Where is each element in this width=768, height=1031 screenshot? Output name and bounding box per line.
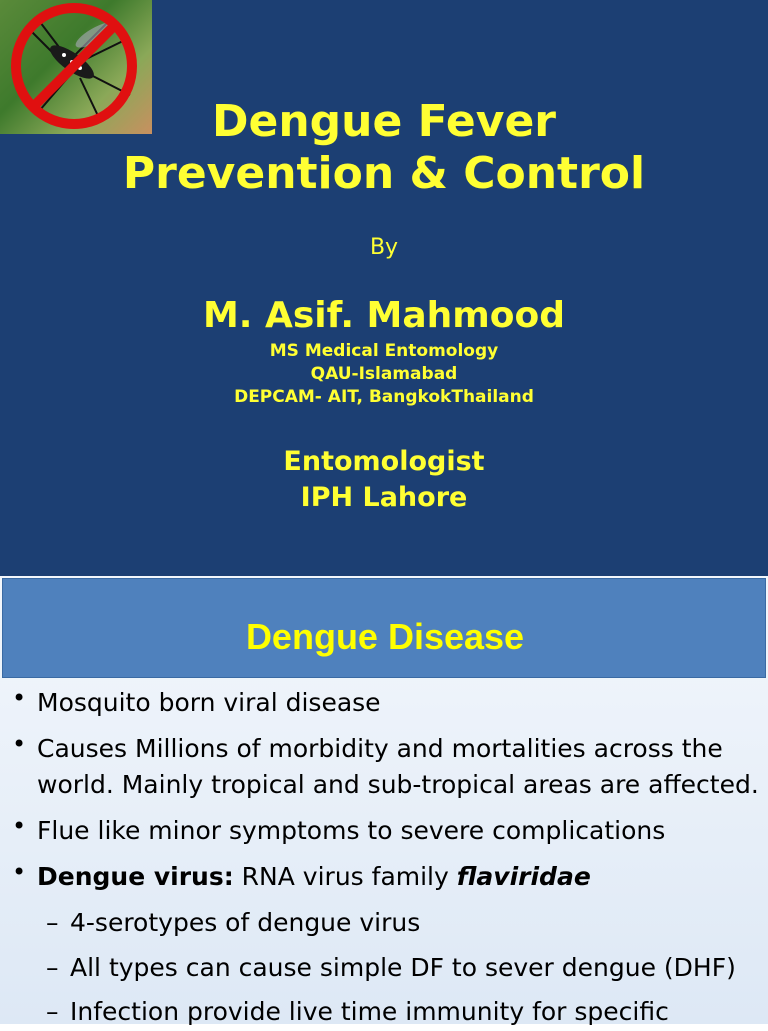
title-line-2: Prevention & Control <box>122 148 646 199</box>
sub-bullet-text: 4-serotypes of dengue virus <box>70 908 421 937</box>
author-name: M. Asif. Mahmood <box>202 295 566 336</box>
credential-2: QAU-Islamabad <box>310 364 458 384</box>
dash-glyph: – <box>46 953 59 982</box>
slide-header <box>2 578 766 678</box>
role-line-2: IPH Lahore <box>300 482 468 513</box>
bullet-glyph: • <box>12 730 27 758</box>
sub-bullet-text: Infection provide live time immunity for specific <box>70 997 669 1026</box>
sub-bullet-text: All types can cause simple DF to sever dengue (DHF) <box>70 953 736 982</box>
dash-glyph: – <box>46 997 59 1026</box>
by-label: By <box>369 235 399 260</box>
bullet-text-continued: world. Mainly tropical and sub-tropical areas are affected. <box>37 770 759 799</box>
bullet-text: Flue like minor symptoms to severe complications <box>37 816 666 845</box>
bullet-glyph: • <box>12 812 27 840</box>
title-line-1: Dengue Fever <box>211 96 556 147</box>
content-slide <box>0 576 768 1024</box>
role-line-1: Entomologist <box>283 446 485 477</box>
bullet-glyph: • <box>12 684 27 712</box>
credential-3: DEPCAM- AIT, BangkokThailand <box>234 387 534 407</box>
slide-title: Dengue Disease <box>245 616 525 657</box>
dash-glyph: – <box>46 908 59 937</box>
credential-1: MS Medical Entomology <box>269 341 499 361</box>
bold-term: Dengue virus: <box>37 862 234 891</box>
bullet-glyph: • <box>12 858 27 886</box>
bullet-text: Causes Millions of morbidity and mortalities across the <box>37 734 723 763</box>
bullet-text <box>37 858 765 896</box>
plain-text: RNA virus family <box>233 862 457 891</box>
bullet-text: Mosquito born viral disease <box>37 688 381 717</box>
italic-term: flaviridae <box>456 862 591 891</box>
